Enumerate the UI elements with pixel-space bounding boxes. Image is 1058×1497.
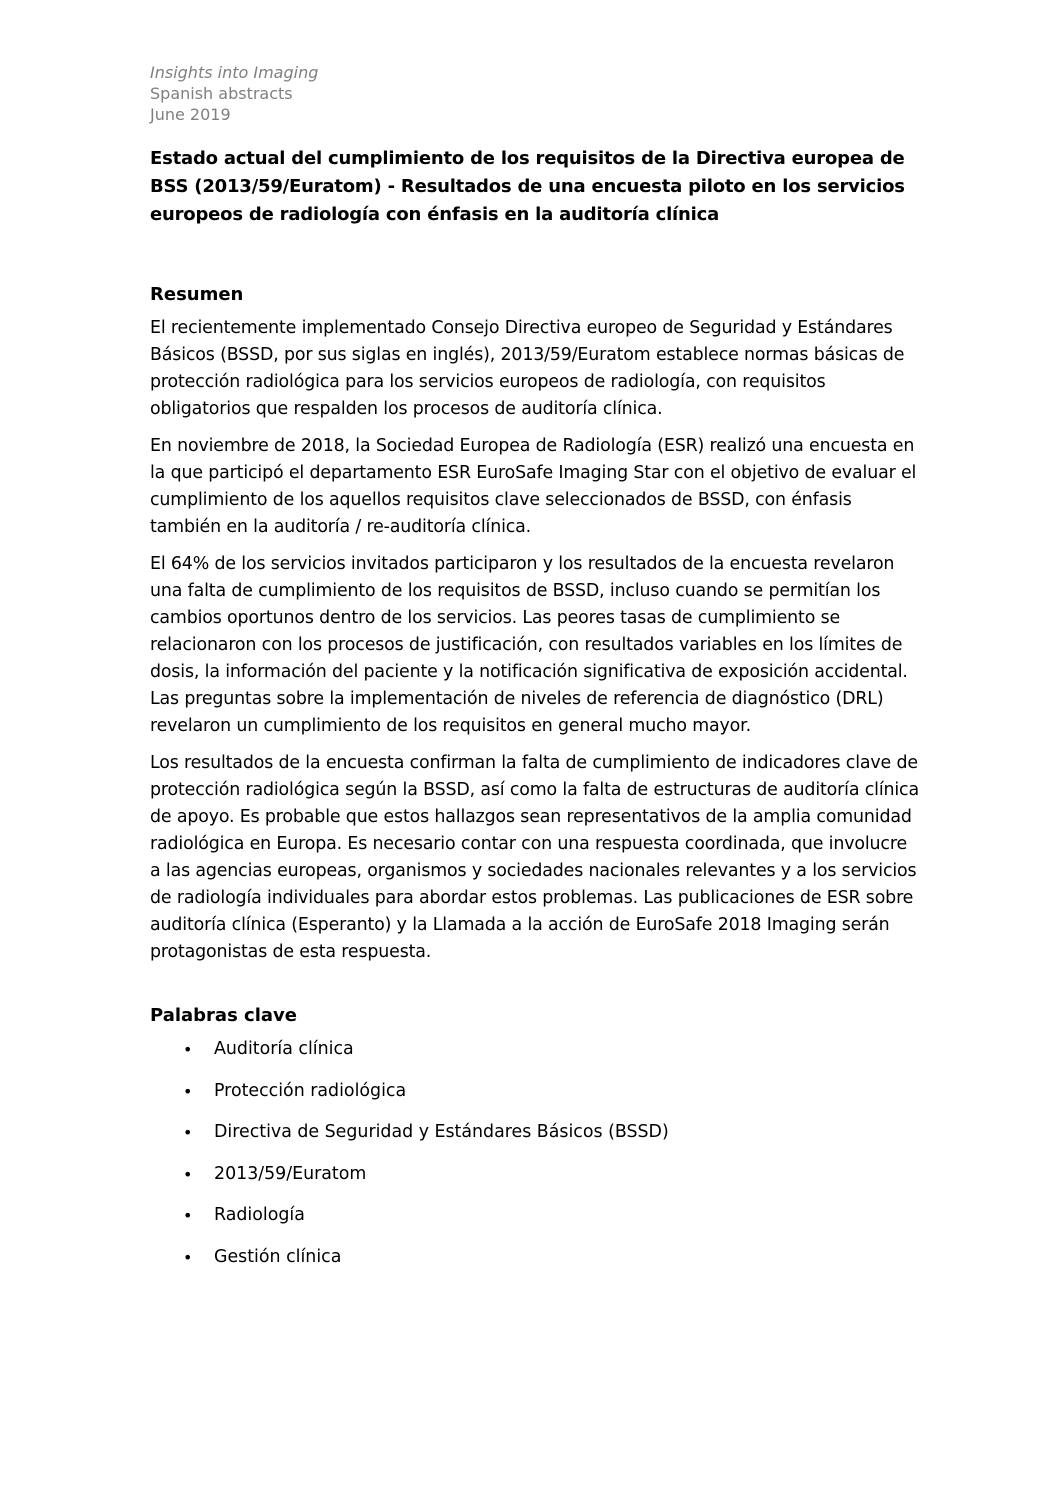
keyword-item [150,1244,920,1286]
keyword-item [150,1036,920,1078]
document-header [150,62,920,125]
keyword-label: Gestión clínica [214,1246,342,1267]
keyword-label: Auditoría clínica [214,1039,354,1059]
section-name: Spanish abstracts [150,84,293,103]
abstract-paragraph: En noviembre de 2018, la Sociedad Europea de Radiología (ESR) realizó una encuesta en la que participó el departamento ESR EuroSafe Imaging Star con el objetivo de evaluar el cumplimiento de los aquellos requisitos clave seleccionados de BSSD, con énfasis también en la auditoría / re-auditoría clínica. [150,436,917,537]
abstract-body [150,315,920,966]
keyword-label: Radiología [214,1205,305,1225]
keyword-item [150,1119,920,1161]
keyword-label: 2013/59/Euratom [214,1163,367,1184]
keywords-list [150,1036,920,1285]
keyword-item [150,1078,920,1120]
abstract-paragraph: Los resultados de la encuesta confirman la falta de cumplimiento de indicadores clave de protección radiológica según la BSSD, así como la falta de estructuras de auditoría clínica de apoyo. Es probable que estos hallazgos sean representativos de la amplia comunidad radiológica en Europa. Es necesario contar con una respuesta coordinada, que involucre a las agencias europeas, organismos y sociedades nacionales relevantes y a los servicios de radiología individuales para abordar estos problemas. Las publicaciones de ESR sobre auditoría clínica (Esperanto) y la Llamada a la acción de EuroSafe 2018 Imaging serán protagonistas de esta respuesta. [150,753,919,962]
document-page [150,62,920,1285]
keyword-label: Directiva de Seguridad y Estándares Básicos (BSSD) [214,1122,669,1142]
keyword-label: Protección radiológica [214,1080,407,1101]
article-title: Estado actual del cumplimiento de los requisitos de la Directiva europea de BSS (2013/59/Euratom) - Resultados de una encuesta piloto en los servicios europeos de radiología con énfasis en la auditoría clínica [150,148,905,225]
bullet-icon: • [183,1164,193,1184]
bullet-icon: • [183,1040,193,1059]
publication-date: June 2019 [150,105,231,124]
bullet-icon: • [183,1081,193,1101]
bullet-icon: • [183,1247,193,1267]
bullet-icon: • [183,1123,193,1142]
abstract-paragraph: El recientemente implementado Consejo Directiva europeo de Seguridad y Estándares Básicos (BSSD, por sus siglas en inglés), 2013/59/Euratom establece normas básicas de protección radiológica para los servicios europeos de radiología, con requisitos obligatorios que respalden los procesos de auditoría clínica. [150,318,905,419]
keyword-item [150,1202,920,1244]
bullet-icon: • [183,1206,193,1225]
keyword-item [150,1161,920,1203]
keywords-heading: Palabras clave [150,1005,297,1026]
journal-name: Insights into Imaging [150,63,319,82]
abstract-paragraph: El 64% de los servicios invitados participaron y los resultados de la encuesta revelaron una falta de cumplimiento de los requisitos de BSSD, incluso cuando se permitían los cambios oportunos dentro de los servicios. Las peores tasas de cumplimiento se relacionaron con los procesos de justificación, con resultados variables en los límites de dosis, la información del paciente y la notificación significativa de exposición accidental. Las preguntas sobre la implementación de niveles de referencia de diagnóstico (DRL) revelaron un cumplimiento de los requisitos en general mucho mayor. [150,554,908,736]
abstract-heading: Resumen [150,284,244,305]
